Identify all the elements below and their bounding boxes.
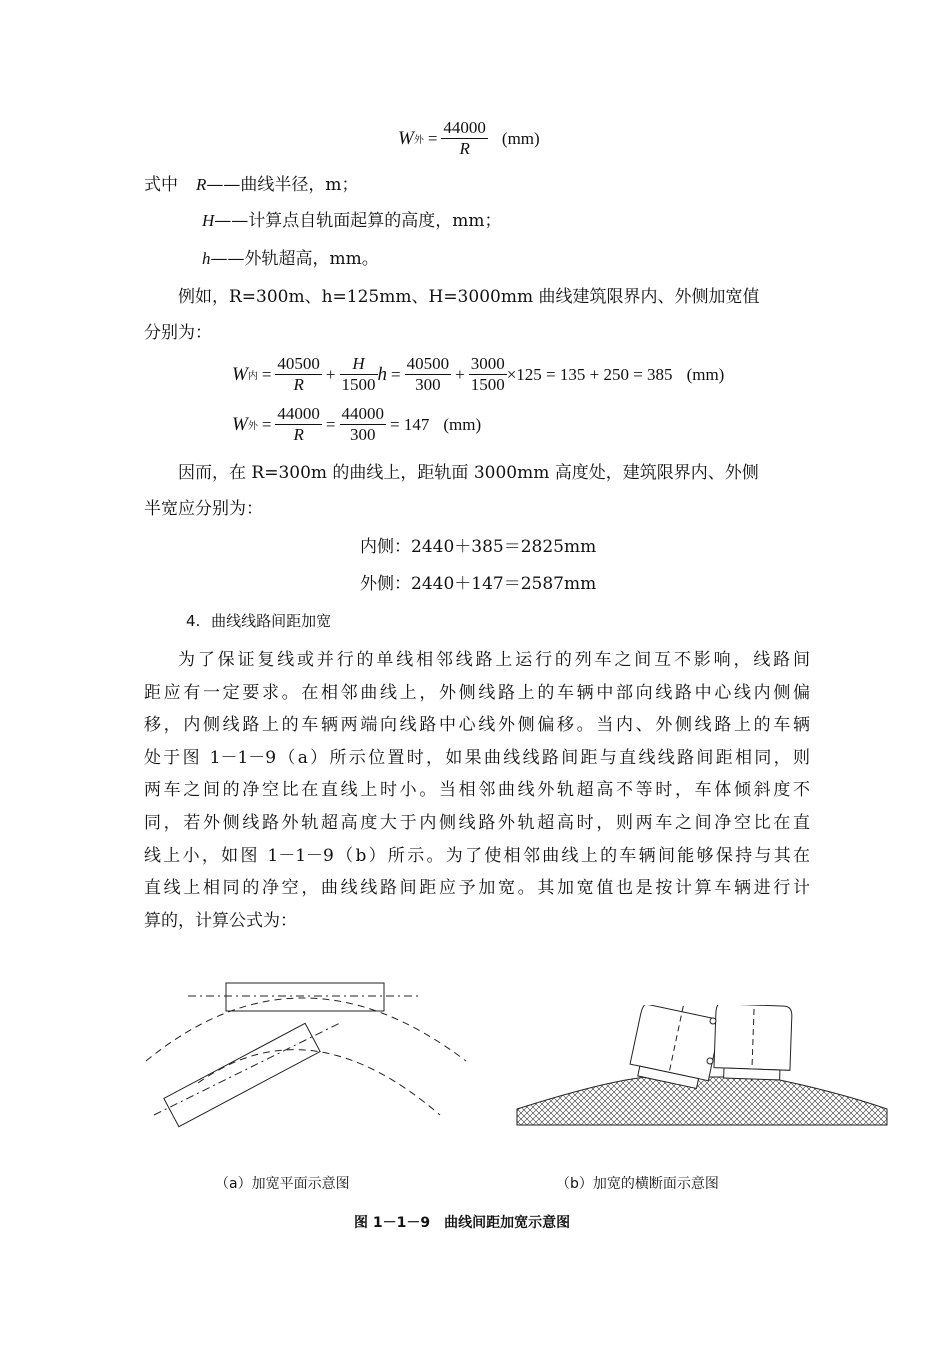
- right-vehicle-body: [714, 1005, 792, 1070]
- plus-sign: +: [455, 364, 465, 384]
- formula-w-outer: W 外 = $\frac{44000}{R}$ = $\frac{44000}{300}$ = 147 (mm): [232, 404, 482, 444]
- figure-title: 图 1－1－9 曲线间距加宽示意图: [354, 1215, 571, 1231]
- symbol-h: h: [377, 363, 388, 385]
- body-line: 处于图 1－1－9（a）所示位置时，如果曲线线路间距与直线线路间距相同，则: [144, 747, 810, 768]
- figure-caption-a: （a）加宽平面示意图: [215, 1176, 350, 1192]
- body-line: 移，内侧线路上的车辆两端向线路中心线外侧偏移。当内、外侧线路上的车辆: [144, 715, 810, 736]
- fraction-denominator: R: [293, 425, 304, 444]
- fraction-3: [405, 354, 452, 395]
- fraction-4: [469, 354, 507, 395]
- formula-lhs-sub: 外: [247, 421, 258, 432]
- fraction-denominator: 1500: [470, 375, 505, 394]
- body-line: 两车之间的净空比在直线上时小。当相邻曲线外轨超高不等时，车体倾斜度不: [144, 780, 810, 801]
- fraction-1: [275, 354, 322, 395]
- result-outer: 外侧：2440＋147＝2587mm: [360, 574, 597, 594]
- fraction-numerator: 40500: [406, 354, 450, 373]
- body-line: 为了保证复线或并行的单线相邻线路上运行的列车之间互不影响，线路间: [178, 650, 810, 670]
- fraction-denominator: R: [459, 139, 470, 158]
- formula-w-outer-top: W 外 = $\frac{44000}{R}$ (mm): [398, 118, 540, 158]
- equals-sign: =: [325, 414, 336, 434]
- result-inner: 内侧：2440＋385＝2825mm: [360, 537, 597, 557]
- definition-symbol: R: [196, 175, 207, 194]
- figure-b-cross-section-diagram: [515, 1005, 890, 1130]
- definition-text: ——计算点自轨面起算的高度，mm；: [214, 211, 502, 231]
- formula-unit: (mm): [686, 364, 725, 384]
- definition-prefix: 式中: [144, 175, 178, 195]
- outer-curve: [146, 998, 466, 1061]
- definition-h-height: [202, 210, 502, 232]
- fraction-denominator: 300: [415, 375, 441, 394]
- inner-curve: [198, 1050, 440, 1115]
- clearance-marker-top: [710, 1018, 716, 1024]
- definition-r: [144, 174, 359, 196]
- embankment: [517, 1077, 887, 1125]
- example-line-2: 分别为：: [144, 323, 212, 343]
- fraction-denominator: 300: [350, 425, 376, 444]
- formula-unit: (mm): [443, 414, 482, 434]
- definition-text: ——曲线半径，m；: [206, 175, 359, 195]
- formula-lhs: W: [398, 127, 414, 149]
- body-paragraph: [144, 644, 810, 937]
- formula-w-inner: W 内 = $\frac{40500}{R}$ + $\frac{H}{1500}$ h = $\frac{40500}{300}$ + $\frac{3000}{1500}$ ×125 = 135 + 250 = 385 (mm): [232, 354, 725, 394]
- body-line: 同，若外侧线路外轨超高度大于内侧线路外轨超高时，则两车之间净空比在直: [144, 812, 810, 833]
- clearance-marker-bottom: [707, 1058, 713, 1064]
- formula-lhs-sub: 外: [413, 135, 424, 146]
- body-line: 直线上相同的净空，曲线线路间距应予加宽。其加宽值也是按计算车辆进行计: [144, 878, 810, 899]
- figure-caption-b: （b）加宽的横断面示意图: [556, 1176, 719, 1192]
- conclusion-line-2: 半宽应分别为：: [144, 499, 263, 519]
- formula-fraction: [441, 118, 488, 159]
- formula-lhs: W: [232, 363, 248, 385]
- right-vehicle-bogie: [724, 1068, 780, 1080]
- fraction-2: [340, 404, 387, 445]
- definition-symbol: h: [202, 249, 211, 268]
- fraction-numerator: 44000: [341, 404, 385, 423]
- plus-sign: +: [325, 364, 336, 384]
- section-heading: [186, 610, 331, 631]
- fraction-numerator: 44000: [277, 404, 320, 423]
- fraction-numerator: H: [340, 354, 378, 375]
- body-line: 算的，计算公式为：: [144, 910, 297, 931]
- inner-vehicle: [164, 1023, 320, 1126]
- fraction-numerator: 44000: [443, 118, 486, 137]
- section-title: 曲线线路间距加宽: [211, 612, 332, 630]
- equals-sign: =: [391, 364, 401, 384]
- fraction-1: [275, 404, 322, 445]
- fraction-denominator: 1500: [341, 375, 376, 394]
- formula-tail: ×125 = 135 + 250 = 385: [506, 364, 673, 384]
- fraction-numerator: 3000: [470, 354, 505, 373]
- formula-unit: (mm): [501, 128, 540, 148]
- formula-lhs-sub: 内: [247, 371, 258, 382]
- formula-tail: = 147: [390, 414, 430, 434]
- body-line: 线上小，如图 1－1－9（b）所示。为了使相邻曲线上的车辆间能够保持与其在: [144, 845, 810, 866]
- section-number: 4.: [186, 612, 201, 630]
- definition-text: ——外轨超高，mm。: [210, 249, 379, 269]
- fraction-2: [340, 354, 378, 395]
- definition-symbol: H: [202, 211, 215, 230]
- fraction-denominator: R: [293, 375, 304, 394]
- body-line: 距应有一定要求。在相邻曲线上，外侧线路上的车辆中部向线路中心线内侧偏: [144, 682, 810, 703]
- definition-h-superelevation: [202, 248, 379, 270]
- example-line-1: 例如，R=300m、h=125mm、H=3000mm 曲线建筑限界内、外侧加宽值: [178, 287, 760, 307]
- conclusion-line-1: 因而，在 R=300m 的曲线上，距轨面 3000mm 高度处，建筑限界内、外侧: [178, 463, 759, 483]
- fraction-numerator: 40500: [277, 354, 320, 373]
- figure-a-plan-diagram: [140, 975, 480, 1130]
- outer-vehicle: [226, 983, 384, 1011]
- formula-lhs: W: [232, 413, 248, 435]
